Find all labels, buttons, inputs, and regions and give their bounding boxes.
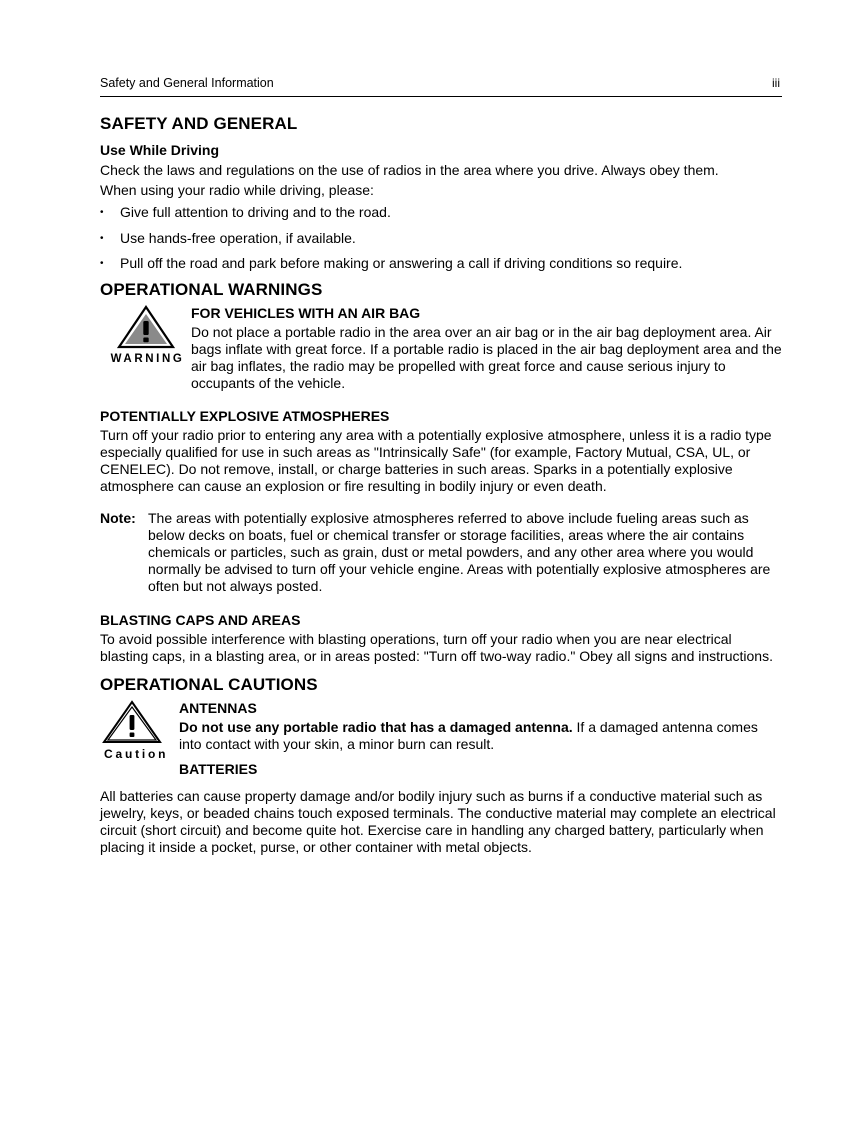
note-text: The areas with potentially explosive atmospheres referred to above include fueling areas such as below decks on boats, fuel or chemical transfer or storage facilities, areas where the air contains chemicals or particles, such as grain, dust or metal powders, and any other area where you would normally be advised to turn off your vehicle engine. Areas with potentially explosive atmospheres are often but not always posted. bbox=[148, 509, 771, 594]
driving-laws-text: Check the laws and regulations on the use of radios in the area where you drive. Always obey them. bbox=[100, 162, 719, 178]
antennas-body-text: If a damaged antenna comes into contact with your skin, a minor burn can result. bbox=[179, 718, 758, 752]
operational-cautions-heading: OPERATIONAL CAUTIONS bbox=[100, 674, 318, 694]
document-page bbox=[100, 76, 782, 856]
warning-triangle-icon bbox=[117, 305, 175, 349]
blasting-text: To avoid possible interference with blasting operations, turn off your radio when you are near electrical blasting caps, in a blasting area, or in areas posted: "Turn off two-way radio." Obey all signs and instructions. bbox=[100, 630, 773, 664]
explosive-text: Turn off your radio prior to entering any area with a potentially explosive atmosphere, unless it is a radio type especially qualified for use in such areas as "Intrinsically Safe" (for example, Factory Mutual, CSA, UL, or CENELEC). Do not remove, install, or charge batteries in such areas. Sparks in a potentially explosive atmosphere can cause an explosion or fire resulting in bodily injury or even death. bbox=[100, 426, 772, 494]
warning-label: WARNING bbox=[110, 352, 185, 365]
blasting-heading: BLASTING CAPS AND AREAS bbox=[100, 611, 301, 628]
list-item: • Pull off the road and park before making or answering a call if driving conditions so require. bbox=[100, 255, 683, 271]
explosive-heading: POTENTIALLY EXPLOSIVE ATMOSPHERES bbox=[100, 407, 390, 424]
bullet-icon: • bbox=[100, 258, 104, 269]
airbag-text: Do not place a portable radio in the area over an air bag or in the air bag deployment area. Air bags inflate with great force. If a portable radio is placed in the air bag deployment area and the air bag inflates, the radio may be propelled with great force and cause serious injury to occupants of the vehicle. bbox=[191, 323, 782, 391]
antennas-caution-block bbox=[100, 700, 782, 780]
operational-warnings-heading: OPERATIONAL WARNINGS bbox=[100, 279, 323, 299]
safety-general-heading: SAFETY AND GENERAL bbox=[100, 114, 298, 133]
use-while-driving-heading: Use While Driving bbox=[100, 142, 220, 158]
note-label: Note: bbox=[100, 509, 136, 526]
caution-triangle-icon bbox=[102, 700, 162, 744]
caution-label: Caution bbox=[104, 746, 169, 761]
warning-symbol bbox=[100, 305, 191, 392]
running-header bbox=[100, 76, 782, 97]
list-item: • Give full attention to driving and to the road. bbox=[100, 204, 391, 220]
antennas-heading: ANTENNAS bbox=[179, 699, 257, 716]
antennas-bold-text: Do not use any portable radio that has a damaged antenna. bbox=[179, 718, 573, 735]
explosive-note bbox=[100, 510, 782, 595]
list-item: • Use hands-free operation, if available. bbox=[100, 229, 356, 246]
driving-bullet-list bbox=[100, 204, 782, 272]
page-number: iii bbox=[772, 76, 780, 90]
batteries-heading: BATTERIES bbox=[179, 760, 258, 777]
blasting-caps-section bbox=[100, 612, 782, 665]
explosive-atmospheres-section bbox=[100, 408, 782, 495]
caution-symbol bbox=[100, 700, 179, 780]
bullet-icon: • bbox=[100, 207, 104, 218]
batteries-text: All batteries can cause property damage and/or bodily injury such as burns if a conductive material such as jewelry, keys, or beaded chains touch exposed terminals. The conductive material may complete an electrical circuit (short circuit) and become quite hot. Exercise care in handling any charged battery, particularly when placing it inside a pocket, purse, or other container with metal objects. bbox=[100, 787, 776, 855]
antennas-text bbox=[179, 719, 782, 753]
header-section-title: Safety and General Information bbox=[100, 76, 274, 90]
driving-intro-text: When using your radio while driving, please: bbox=[100, 182, 374, 198]
bullet-icon: • bbox=[100, 232, 104, 244]
airbag-warning-block bbox=[100, 305, 782, 392]
airbag-heading: FOR VEHICLES WITH AN AIR BAG bbox=[191, 304, 421, 321]
